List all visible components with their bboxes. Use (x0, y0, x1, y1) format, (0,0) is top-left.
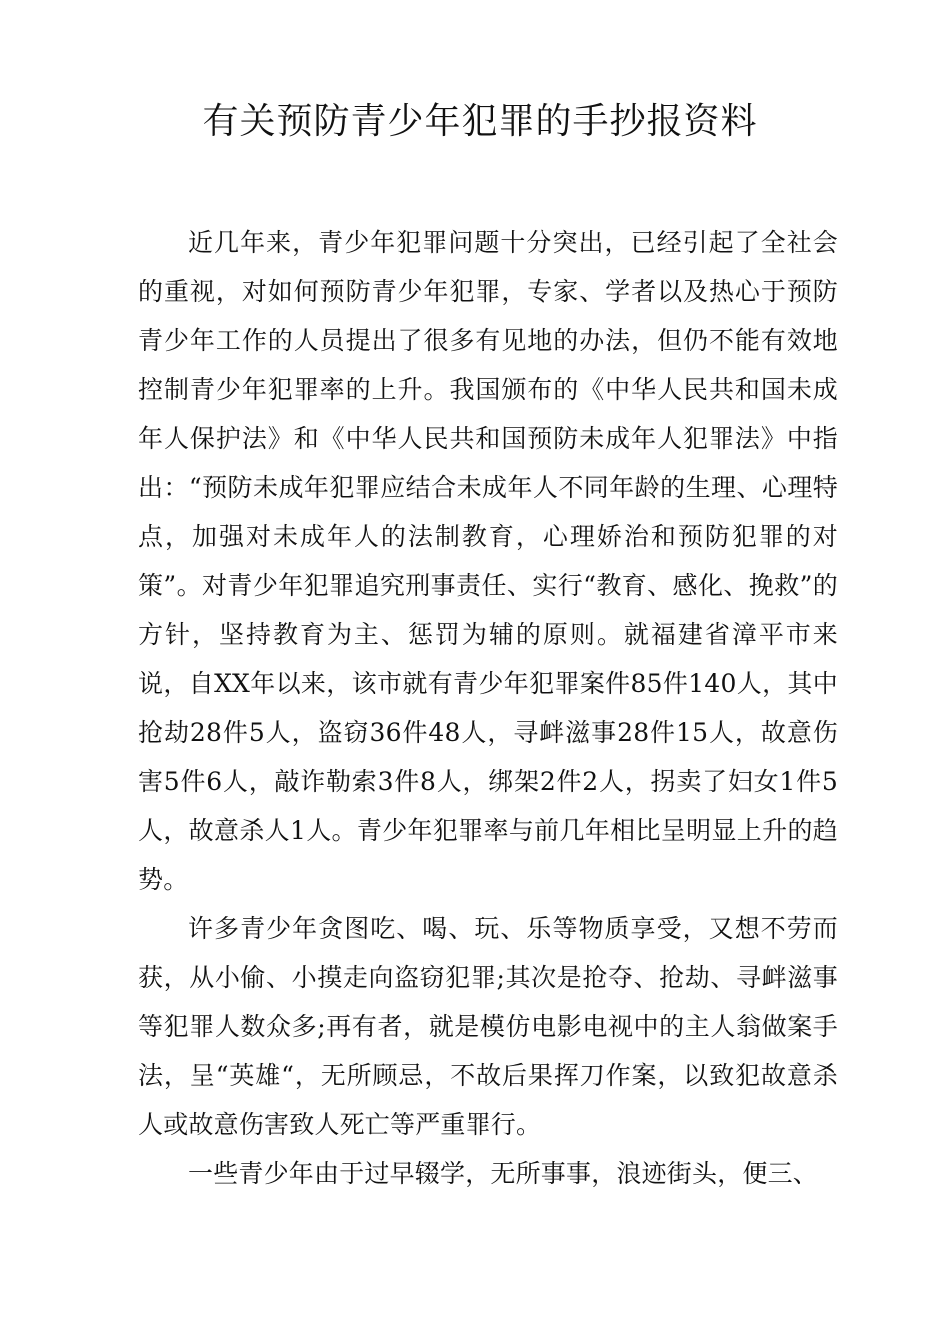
paragraph: 一些青少年由于过早辍学，无所事事，浪迹街头，便三、 (188, 1159, 819, 1188)
document-title: 有关预防青少年犯罪的手抄报资料 (202, 101, 758, 142)
paragraph: 近几年来，青少年犯罪问题十分突出，已经引起了全社会的重视，对如何预防青少年犯罪，专家、学者以及热心于预防青少年工作的人员提出了很多有见地的办法，但仍不能有效地控制青少年犯罪率的上升。我国颁布的《中华人民共和国未成年人保护法》和《中华人民共和国预防未成年人犯罪法》中指出：“预防未成年犯罪应结合未成年人不同年龄的生理、心理特点，加强对未成年人的法制教育，心理娇治和预防犯罪的对策”。对青少年犯罪追究刑事责任、实行“教育、感化、挽救”的方针，坚持教育为主、惩罚为辅的原则。就福建省漳平市来说，自XX年以来，该市就有青少年犯罪案件85件140人，其中抢劫28件5人，盗窃36件48人，寻衅滋事28件15人，故意伤害5件6人，敲诈勒索3件8人，绑架2件2人，拐卖了妇女1件5人，故意杀人1人。青少年犯罪率与前几年相比呈明显上升的趋势。 (138, 228, 838, 894)
paragraph: 许多青少年贪图吃、喝、玩、乐等物质享受，又想不劳而获，从小偷、小摸走向盗窃犯罪;其次是抢夺、抢劫、寻衅滋事等犯罪人数众多;再有者，就是模仿电影电视中的主人翁做案手法，呈“英雄“，无所顾忌，不故后果挥刀作案，以致犯故意杀人或故意伤害致人死亡等严重罪行。 (138, 914, 838, 1139)
document-body (138, 218, 838, 1198)
